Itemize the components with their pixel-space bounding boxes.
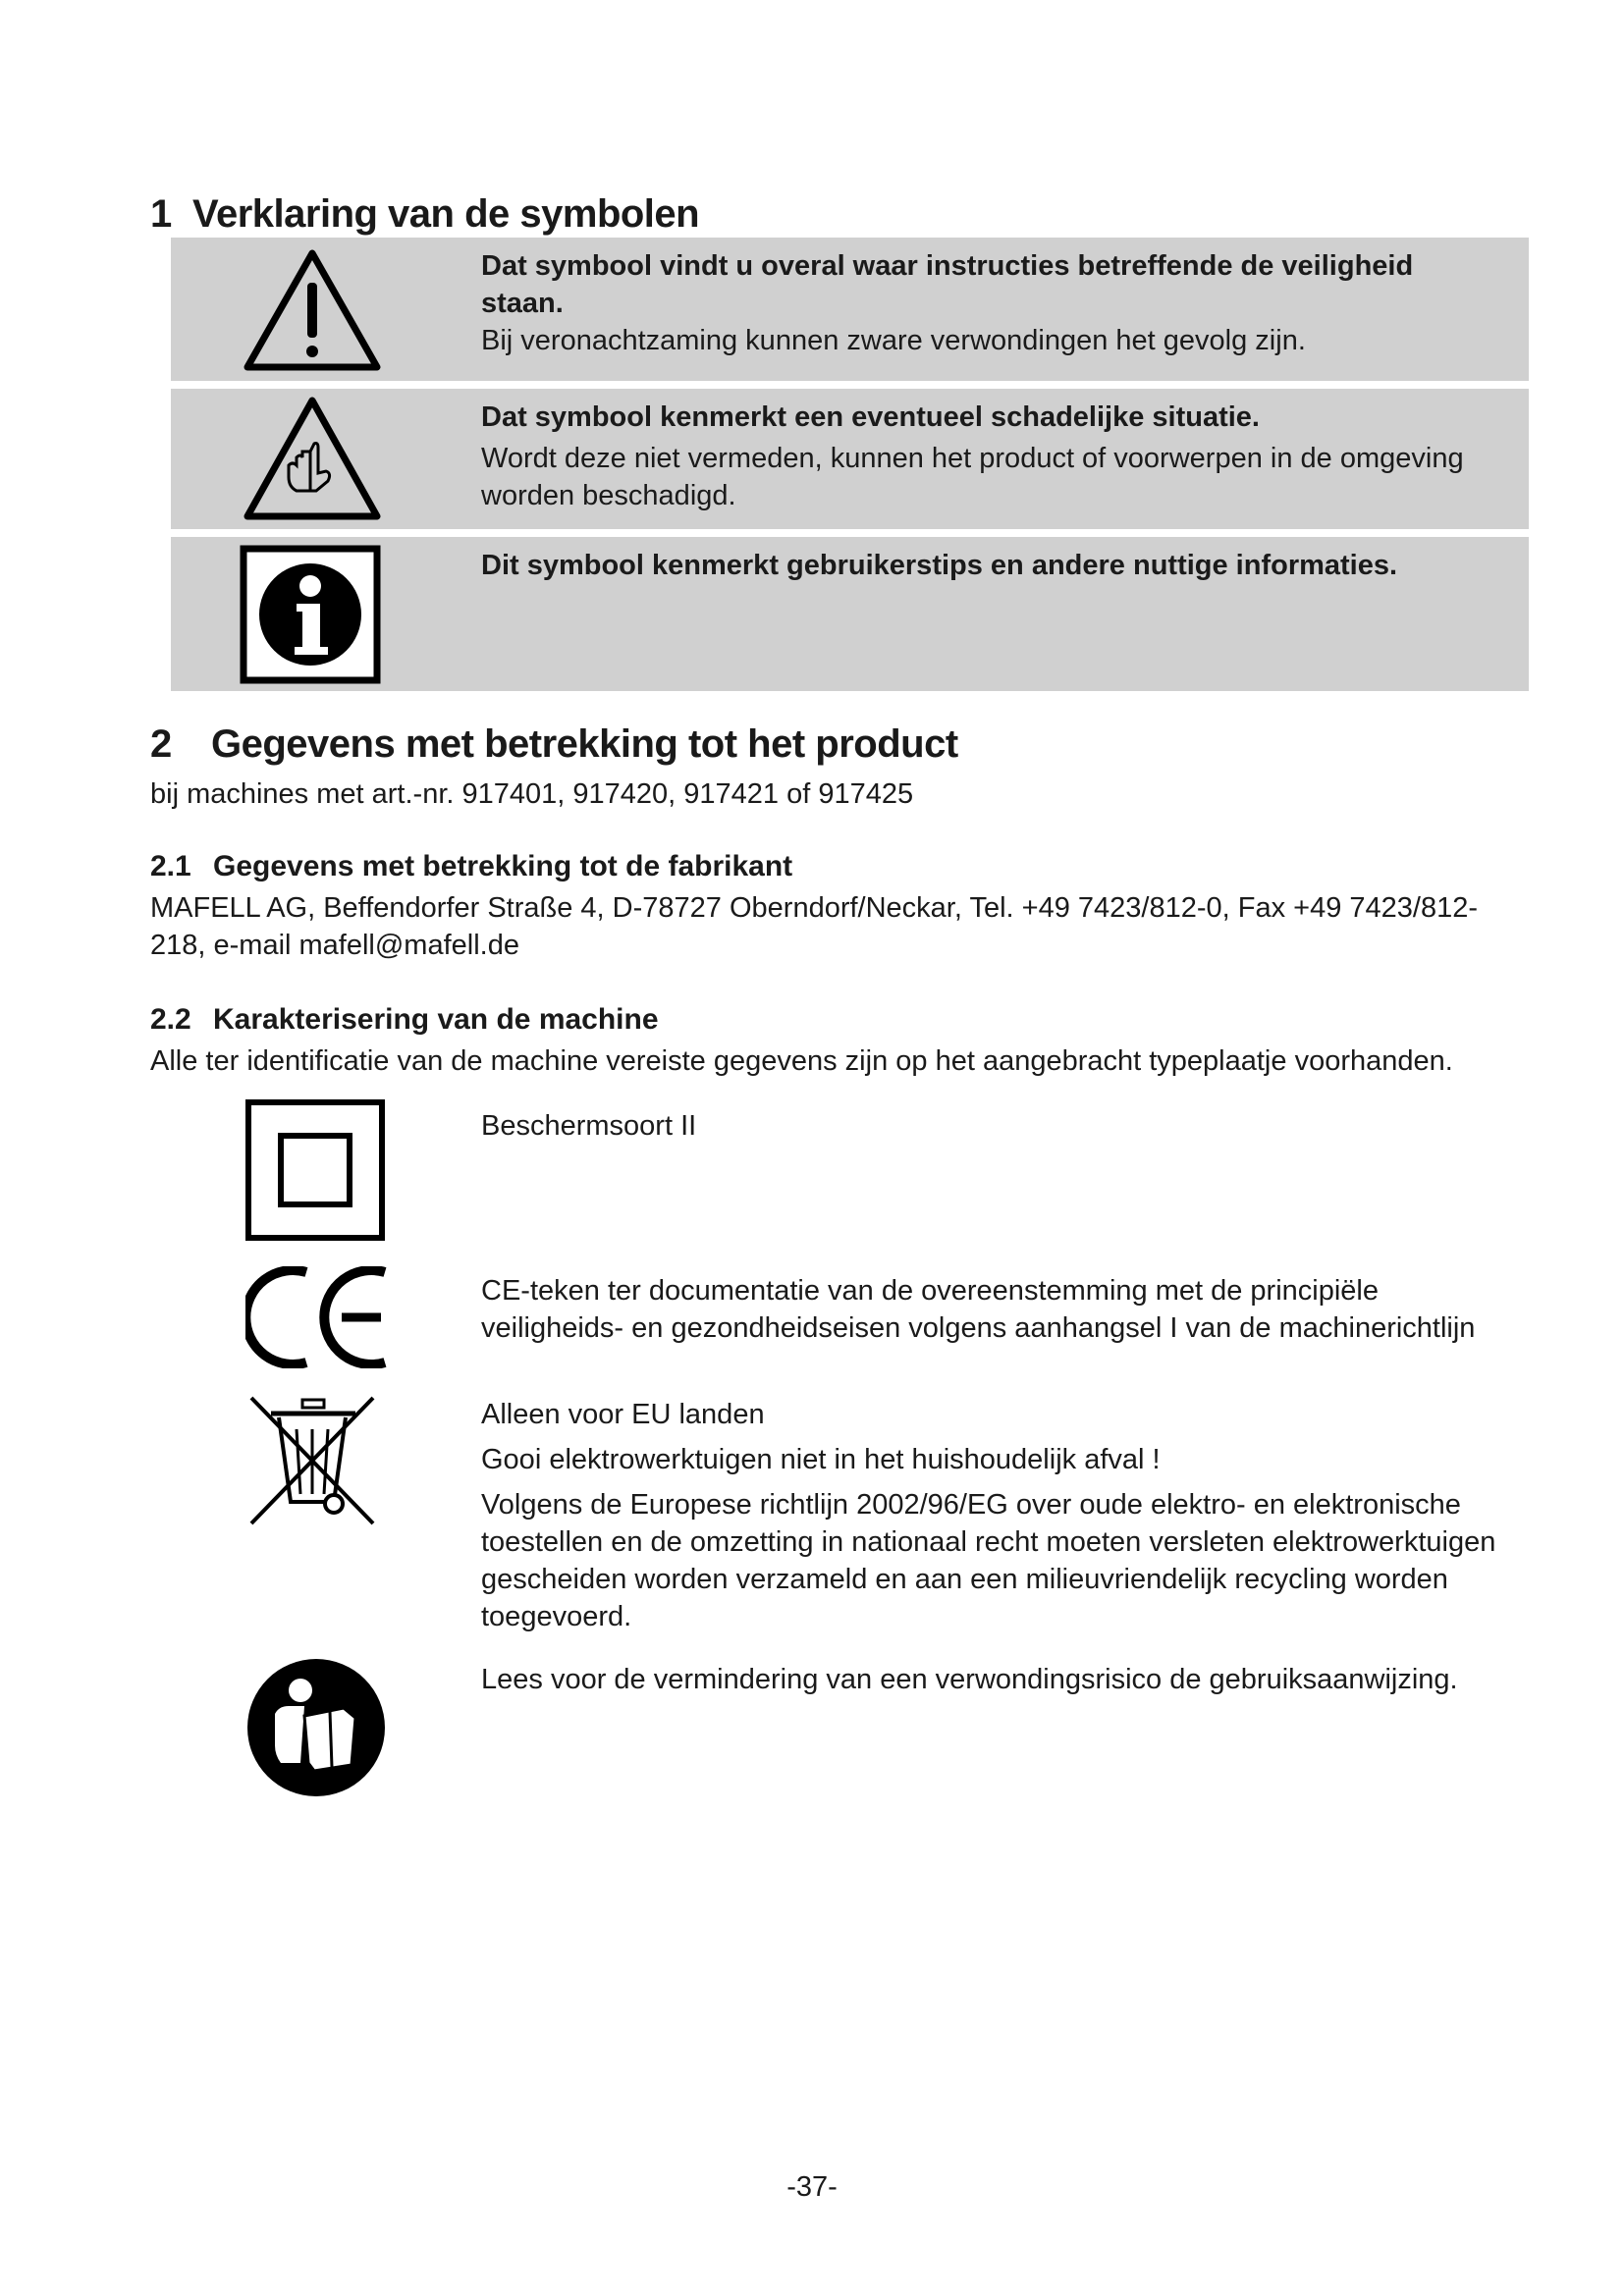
section-title: Verklaring van de symbolen [192, 192, 700, 236]
symbol-row-text [481, 247, 1502, 359]
weee-line-2: Gooi elektrowerktuigen niet in het huishoudelijk afval ! [481, 1444, 1161, 1475]
weee-crossed-bin-icon [245, 1392, 379, 1534]
symbol-row-desc: Bij veronachtzaming kunnen zware verwondingen het gevolg zijn. [481, 325, 1306, 356]
symbol-row-caution [171, 389, 1529, 529]
manufacturer-info: MAFELL AG, Beffendorfer Straße 4, D-78727 Oberndorf/Neckar, Tel. +49 7423/812-0, Fax +49 7423/812-218, e-mail mafell@mafell.de [150, 892, 1478, 961]
section-title: Gegevens met betrekking tot het product [211, 722, 958, 766]
symbol-row-bold: Dat symbool kenmerkt een eventueel schadelijke situatie. [481, 401, 1260, 433]
symbol-row-text [481, 547, 1502, 584]
warning-triangle-icon [240, 245, 385, 380]
subsection-2-2-heading [150, 1003, 659, 1037]
read-manual-icon [245, 1657, 387, 1803]
protection-class-2-icon [245, 1099, 385, 1246]
subsection-title: Gegevens met betrekking tot de fabrikant [213, 850, 793, 882]
subsection-title: Karakterisering van de machine [213, 1003, 659, 1036]
protection-class-text: Beschermsoort II [481, 1110, 697, 1142]
section-number: 2 [150, 722, 172, 766]
ce-mark-icon [245, 1266, 393, 1373]
subsection-2-1-heading [150, 850, 792, 883]
symbol-table [171, 238, 1529, 699]
weee-text [481, 1396, 1512, 1643]
info-icon [240, 545, 381, 689]
section-2-heading [150, 722, 958, 767]
symbol-row-warning [171, 238, 1529, 381]
subsection-number: 2.2 [150, 1003, 191, 1036]
symbol-row-bold: Dit symbool kenmerkt gebruikerstips en andere nuttige informaties. [481, 550, 1398, 581]
symbol-row-info [171, 537, 1529, 691]
symbol-row-desc: Wordt deze niet vermeden, kunnen het product of voorwerpen in de omgeving worden beschadigd. [481, 443, 1464, 511]
page-number: -37- [786, 2171, 838, 2203]
machine-identification: Alle ter identificatie van de machine vereiste gegevens zijn op het aangebracht typeplaatje voorhanden. [150, 1045, 1453, 1077]
read-manual-text: Lees voor de vermindering van een verwondingsrisico de gebruiksaanwijzing. [481, 1664, 1458, 1695]
subsection-number: 2.1 [150, 850, 191, 882]
section-number: 1 [150, 192, 172, 236]
symbol-row-text [481, 399, 1502, 514]
caution-hand-triangle-icon [240, 393, 385, 529]
section-1-heading [150, 192, 699, 237]
weee-line-3: Volgens de Europese richtlijn 2002/96/EG over oude elektro- en elektronische toestellen en de omzetting in nationaal recht moeten versleten elektrowerktuigen gescheiden worden verzameld en aan een milieuvriendelijk recycling worden toegevoerd. [481, 1489, 1496, 1632]
weee-line-1: Alleen voor EU landen [481, 1399, 765, 1430]
symbol-row-bold: Dat symbool vindt u overal waar instructies betreffende de veiligheid staan. [481, 250, 1414, 319]
ce-mark-text: CE-teken ter documentatie van de overeenstemming met de principiële veiligheids- en gezondheidseisen volgens aanhangsel I van de machinerichtlijn [481, 1275, 1476, 1344]
product-intro: bij machines met art.-nr. 917401, 917420, 917421 of 917425 [150, 778, 914, 810]
